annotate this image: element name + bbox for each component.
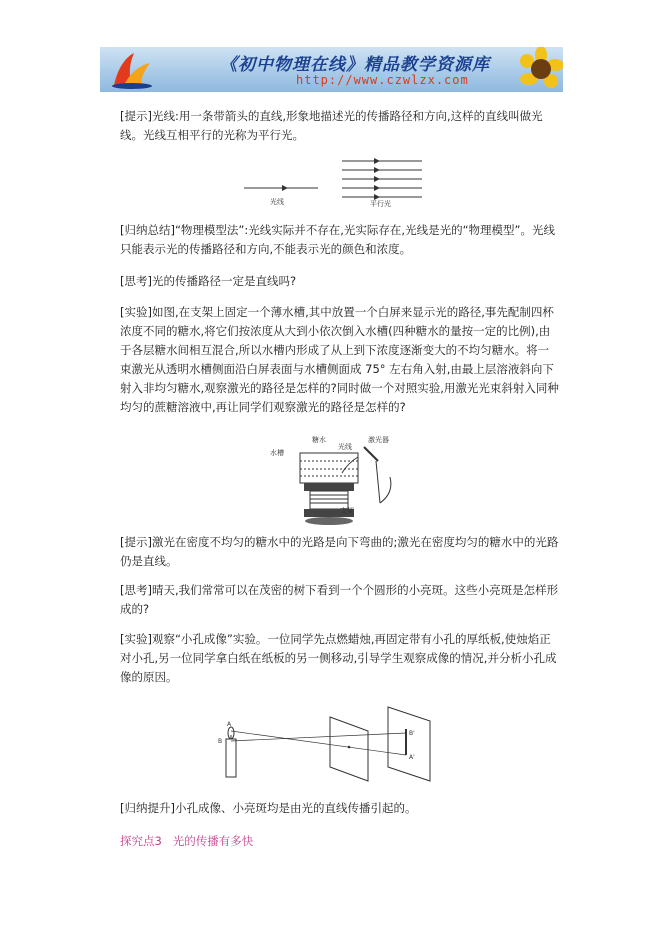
paragraph-experiment-pinhole: [实验]观察“小孔成像”实验。一位同学先点燃蜡烛,再固定带有小孔的厚纸板,使烛焰正对小孔,另一位同学拿白纸在纸板的另一侧移动,引导学生观察成像的情况,并分析小孔成像的原因。: [120, 632, 557, 684]
section-heading: [120, 833, 253, 849]
sunflower-icon: [507, 47, 563, 92]
label-point-b: B: [218, 738, 223, 745]
banner-url[interactable]: http://www.czwlzx.com: [296, 73, 469, 87]
label-tank: 水槽: [270, 449, 284, 457]
logo-icon: [108, 51, 154, 89]
label-stand: 支架: [340, 507, 354, 515]
label-laser: 激光器: [368, 436, 389, 444]
paragraph-summary-model: [归纳总结]“物理模型法”:光线实际并不存在,光实际存在,光线是光的“物理模型”。光线只能表示光的传播路径和方向,不能表示光的颜色和浓度。: [120, 223, 555, 256]
label-sugar-water: 糖水: [312, 436, 326, 444]
section-title: 光的传播有多快: [172, 834, 254, 848]
paragraph-experiment-sugar: [实验]如图,在支架上固定一个薄水槽,其中放置一个白屏来显示光的路径,事先配制四杯浓度不同的糖水,将它们按浓度从大到小依次倒入水槽(四种糖水的量按一定的比例),由于各层糖水间相互混合,所以水槽内形成了从上到下浓度逐渐变大的不均匀糖水。将一束激光从透明水槽侧面沿白屏表面与水槽侧面成 75° 左右角入射,由最上层溶液斜向下射入非均匀糖水,观察激光的路径是怎样的?同时做一个对照实验,用激光光束斜射入同种均匀的蔗糖溶液中,再让同学们观察激光的路径是怎样的?: [120, 305, 559, 414]
paragraph-think-spots: [思考]晴天,我们常常可以在茂密的树下看到一个个圆形的小亮斑。这些小亮斑是怎样形成的?: [120, 583, 559, 616]
section-number: 探究点3: [120, 834, 162, 848]
paragraph-hint-light-ray: [提示]光线:用一条带箭头的直线,形象地描述光的传播路径和方向,这样的直线叫做光线。光线互相平行的光称为平行光。: [120, 109, 543, 142]
figure-light-rays: [238, 157, 438, 207]
label-point-a-prime: A': [409, 754, 415, 761]
paragraph-summary-pinhole: [归纳提升]小孔成像、小亮斑均是由光的直线传播引起的。: [120, 801, 417, 815]
label-light-ray: 光线: [270, 198, 284, 206]
figure-sugar-water-apparatus: [268, 433, 408, 529]
label-light-beam: 光线: [338, 443, 352, 451]
figure-pinhole-camera: [218, 705, 450, 783]
label-point-b-prime: B': [409, 730, 415, 737]
label-point-a: A: [227, 721, 232, 728]
paragraph-think-path: [思考]光的传播路径一定是直线吗?: [120, 274, 297, 288]
header-banner: [100, 47, 563, 92]
paragraph-hint-laser: [提示]激光在密度不均匀的糖水中的光路是向下弯曲的;激光在密度均匀的糖水中的光路仍是直线。: [120, 535, 559, 568]
banner-title: 《初中物理在线》精品教学资源库: [220, 55, 490, 75]
label-parallel-light: 平行光: [370, 200, 391, 207]
